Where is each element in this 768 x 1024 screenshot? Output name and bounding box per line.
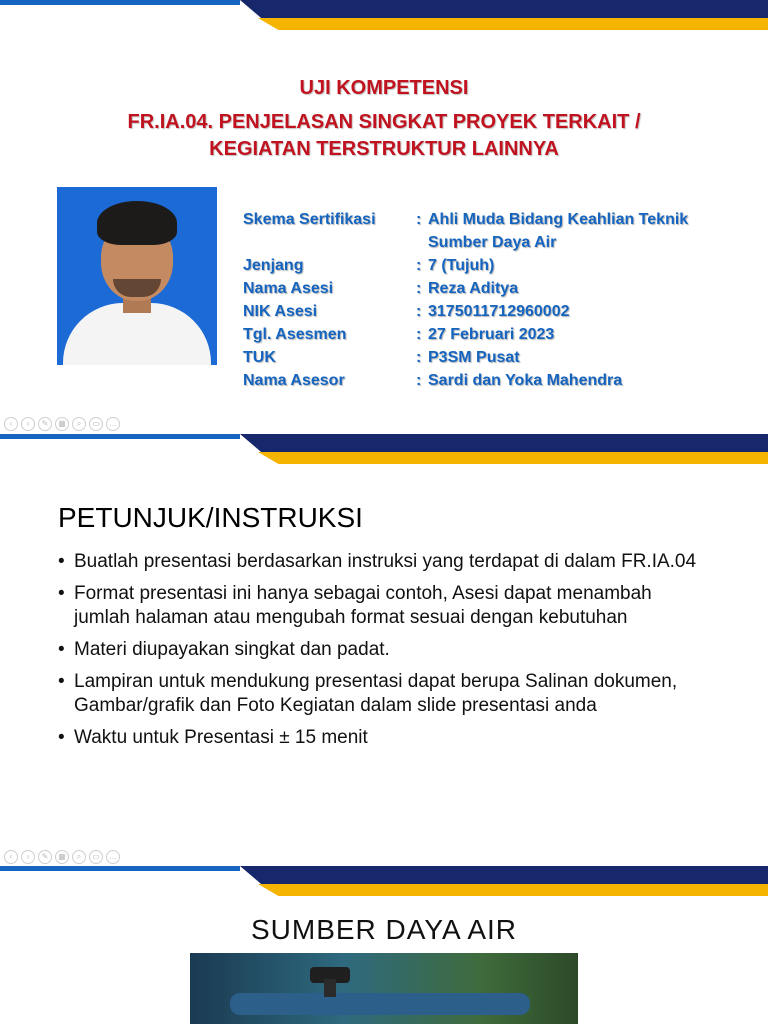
zoom-icon[interactable]: ⌕ (72, 850, 86, 864)
participant-info (243, 208, 743, 392)
zoom-icon[interactable]: ⌕ (72, 417, 86, 431)
header-band (0, 0, 768, 30)
info-row-jenjang (243, 254, 743, 277)
info-label: Skema Sertifikasi (243, 211, 376, 228)
info-label: Jenjang (243, 257, 304, 274)
info-value: 27 Februari 2023 (428, 326, 555, 343)
slide-controls (4, 850, 120, 864)
info-separator: : (416, 280, 422, 297)
info-value: 3175011712960002 (428, 303, 570, 320)
header-band (0, 434, 768, 464)
list-item: • Materi diupayakan singkat dan padat. (58, 638, 708, 662)
pen-icon[interactable]: ✎ (38, 417, 52, 431)
info-label: Nama Asesi (243, 280, 334, 297)
info-row-tuk (243, 346, 743, 369)
info-separator: : (416, 326, 422, 343)
info-label: NIK Asesi (243, 303, 318, 320)
info-separator: : (416, 211, 422, 228)
menu-icon[interactable]: ▭ (89, 417, 103, 431)
info-value: P3SM Pusat (428, 349, 520, 366)
instructions-heading: PETUNJUK/INSTRUKSI (58, 502, 363, 533)
instructions-list (58, 550, 708, 758)
slide-controls (4, 417, 120, 431)
info-row-tgl (243, 323, 743, 346)
info-row-skema (243, 208, 743, 254)
next-icon[interactable]: › (21, 850, 35, 864)
info-value: 7 (Tujuh) (428, 257, 495, 274)
info-value: Sardi dan Yoka Mahendra (428, 372, 623, 389)
info-row-asesor (243, 369, 743, 392)
list-item: • Waktu untuk Presentasi ± 15 menit (58, 726, 708, 750)
info-value: Ahli Muda Bidang Keahlian Teknik Sumber Daya Air (428, 211, 689, 251)
info-separator: : (416, 349, 422, 366)
info-value: Reza Aditya (428, 280, 519, 297)
prev-icon[interactable]: ‹ (4, 417, 18, 431)
list-item: • Format presentasi ini hanya sebagai contoh, Asesi dapat menambah jumlah halaman atau mengubah format sesuai dengan kebutuhan (58, 582, 708, 630)
next-icon[interactable]: › (21, 417, 35, 431)
info-row-nik (243, 300, 743, 323)
slide-3 (0, 866, 768, 1024)
slide-title-line-1: UJI KOMPETENSI (299, 77, 469, 99)
info-separator: : (416, 372, 422, 389)
pen-icon[interactable]: ✎ (38, 850, 52, 864)
menu-icon[interactable]: ▭ (89, 850, 103, 864)
slides-icon[interactable]: ▦ (55, 417, 69, 431)
list-item: • Lampiran untuk mendukung presentasi dapat berupa Salinan dokumen, Gambar/grafik dan Foto Kegiatan dalam slide presentasi anda (58, 670, 708, 718)
slide-heading: SUMBER DAYA AIR (250, 914, 518, 945)
slide-title-line-2: FR.IA.04. PENJELASAN SINGKAT PROYEK TERKAIT / (127, 111, 641, 133)
more-icon[interactable]: … (106, 417, 120, 431)
more-icon[interactable]: … (106, 850, 120, 864)
profile-photo (57, 187, 217, 365)
prev-icon[interactable]: ‹ (4, 850, 18, 864)
info-label: Nama Asesor (243, 372, 345, 389)
info-label: TUK (243, 349, 276, 366)
list-item: • Buatlah presentasi berdasarkan instruksi yang terdapat di dalam FR.IA.04 (58, 550, 708, 574)
info-separator: : (416, 303, 422, 320)
info-row-nama-asesi (243, 277, 743, 300)
water-valve-photo (190, 953, 578, 1024)
slide-1 (0, 0, 768, 434)
info-separator: : (416, 257, 422, 274)
slide-2 (0, 434, 768, 866)
slide-title-line-3: KEGIATAN TERSTRUKTUR LAINNYA (209, 138, 559, 160)
header-band (0, 866, 768, 896)
slides-icon[interactable]: ▦ (55, 850, 69, 864)
info-label: Tgl. Asesmen (243, 326, 347, 343)
